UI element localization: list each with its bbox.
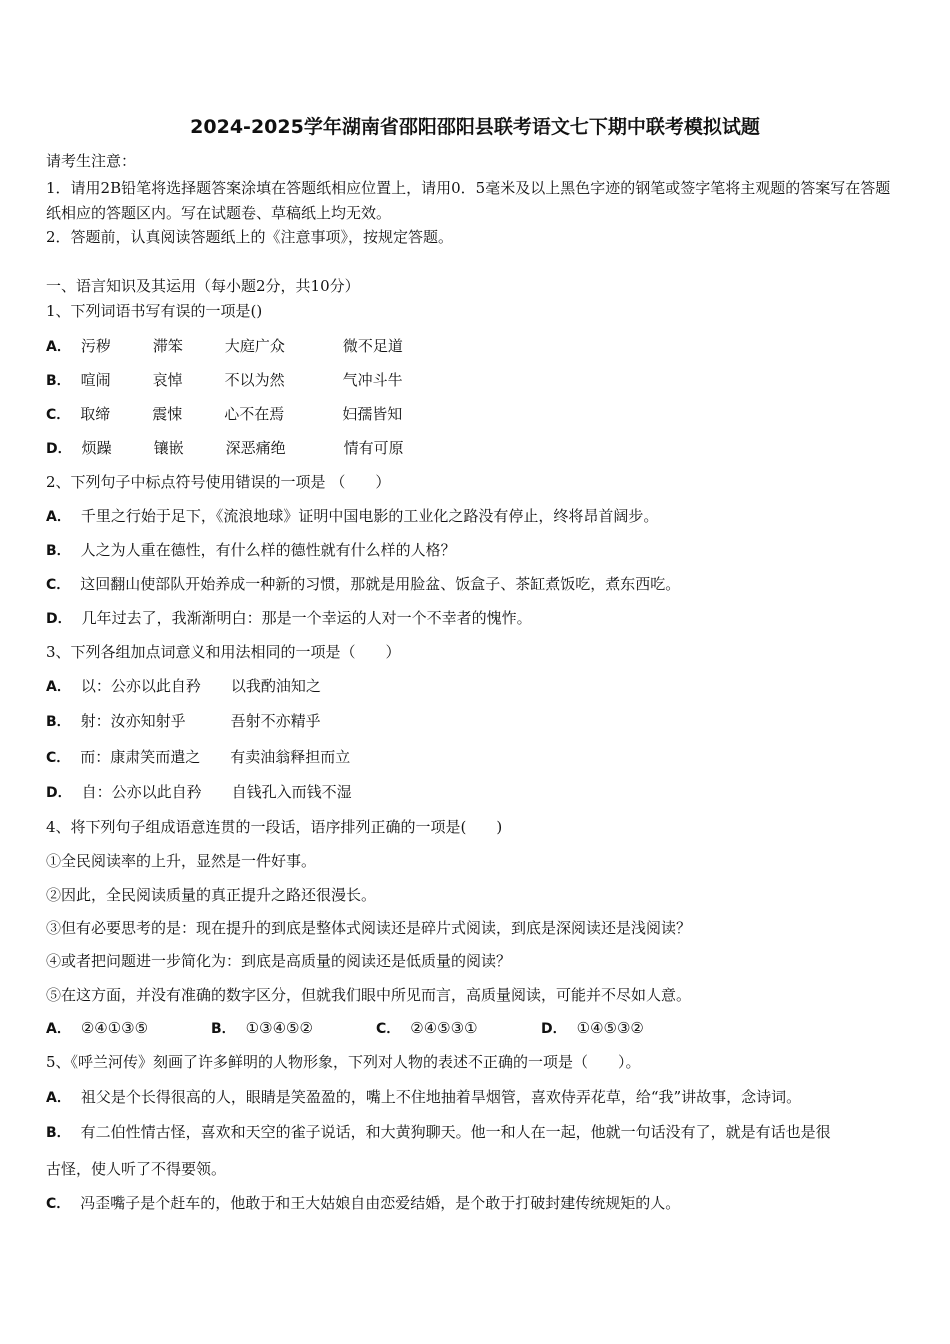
q4-sentence-3: ③但有必要思考的是：现在提升的到底是整体式阅读还是碎片式阅读，到底是深阅读还是浅阅读？ [46, 919, 692, 937]
option-label: A． [46, 339, 71, 355]
word: 取缔 [80, 405, 111, 423]
option-label: A． [46, 1021, 71, 1037]
option-label: A． [46, 1090, 71, 1106]
option-label: B． [46, 543, 71, 559]
q5-option-b-continued: 古怪，使人听了不得要领。 [46, 1160, 227, 1178]
word: 哀悼 [152, 371, 183, 389]
q3-option-c[interactable] [46, 747, 350, 768]
option-label: B． [46, 714, 71, 730]
q5-option-a[interactable] [46, 1087, 801, 1108]
option-text: 冯歪嘴子是个赶车的，他敢于和王大姑娘自由恋爱结婚，是个敢于打破封建传统规矩的人。 [80, 1194, 681, 1212]
question-3-stem: 3、下列各组加点词意义和用法相同的一项是（ ） [46, 643, 401, 661]
option-text: ②④⑤③① [410, 1019, 478, 1037]
notice-heading: 请考生注意： [46, 152, 137, 170]
word: 妇孺皆知 [342, 405, 403, 423]
option-text: ①④⑤③② [576, 1019, 644, 1037]
word: 不以为然 [224, 371, 285, 389]
q2-option-a[interactable] [46, 506, 658, 527]
q4-sentence-1: ①全民阅读率的上升，显然是一件好事。 [46, 852, 317, 870]
word: 污秽 [80, 337, 111, 355]
section-heading: 一、语言知识及其运用（每小题2分，共10分） [46, 277, 360, 295]
question-1-stem: 1、下列词语书写有误的一项是() [46, 302, 263, 320]
q2-option-c[interactable] [46, 574, 680, 595]
option-label: C． [376, 1021, 401, 1037]
word: 微不足道 [342, 337, 403, 355]
option-part-1: 而：康肃笑而遣之 [80, 748, 201, 766]
option-label: C． [46, 577, 71, 593]
option-text: 人之为人重在德性，有什么样的德性就有什么样的人格？ [80, 541, 456, 559]
question-2-stem: 2、下列句子中标点符号使用错误的一项是 （ ） [46, 473, 391, 491]
q3-option-a[interactable] [46, 676, 321, 697]
question-4-stem: 4、将下列句子组成语意连贯的一段话，语序排列正确的一项是( ) [46, 818, 503, 836]
option-part-2: 吾射不亦精乎 [230, 712, 321, 730]
word: 气冲斗牛 [342, 371, 403, 389]
q3-option-b[interactable] [46, 711, 321, 732]
option-label: D． [46, 611, 72, 627]
option-label: D． [46, 441, 72, 457]
q4-option-c[interactable] [376, 1018, 541, 1039]
option-label: A． [46, 679, 71, 695]
page-title: 2024-2025学年湖南省邵阳邵阳县联考语文七下期中联考模拟试题 [190, 116, 760, 138]
q3-option-d[interactable] [46, 782, 352, 803]
q4-option-d[interactable] [541, 1018, 706, 1039]
option-label: A． [46, 509, 71, 525]
q5-option-b[interactable] [46, 1122, 831, 1143]
option-part-1: 射：汝亦知射乎 [80, 712, 186, 730]
option-label: C． [46, 1196, 71, 1212]
word: 大庭广众 [224, 337, 285, 355]
q4-option-a[interactable] [46, 1018, 211, 1039]
option-part-2: 有卖油翁释担而立 [230, 748, 351, 766]
word: 深恶痛绝 [225, 439, 286, 457]
word: 情有可原 [343, 439, 404, 457]
option-text: 祖父是个长得很高的人，眼睛是笑盈盈的，嘴上不住地抽着旱烟管，喜欢侍弄花草，给“我”讲故事，念诗词。 [80, 1088, 802, 1106]
q2-option-b[interactable] [46, 540, 456, 561]
option-part-1: 以：公亦以此自矜 [80, 677, 201, 695]
option-text: ①③④⑤② [245, 1019, 313, 1037]
option-label: C． [46, 407, 71, 423]
q1-option-a[interactable] [46, 336, 403, 357]
q1-option-d[interactable] [46, 438, 404, 459]
option-label: D． [46, 785, 72, 801]
option-text: 几年过去了，我渐渐明白：那是一个幸运的人对一个不幸者的愧怍。 [81, 609, 532, 627]
notice-item-1: 1．请用2B铅笔将选择题答案涂填在答题纸相应位置上，请用0．5毫米及以上黑色字迹的钢笔或签字笔将主观题的答案写在答题纸相应的答题区内。写在试题卷、草稿纸上均无效。 [46, 179, 891, 222]
option-label: B． [211, 1021, 236, 1037]
option-part-2: 以我酌油知之 [230, 677, 321, 695]
q5-option-c[interactable] [46, 1193, 680, 1214]
option-text: 有二伯性情古怪，喜欢和天空的雀子说话，和大黄狗聊天。他一和人在一起，他就一句话没有了，就是有话也是很 [80, 1123, 831, 1141]
q4-sentence-2: ②因此，全民阅读质量的真正提升之路还很漫长。 [46, 886, 377, 904]
question-5-stem: 5、《呼兰河传》刻画了许多鲜明的人物形象，下列对人物的表述不正确的一项是（ ）。 [46, 1053, 641, 1071]
option-text: ②④①③⑤ [80, 1019, 149, 1037]
option-label: B． [46, 373, 71, 389]
word: 镶嵌 [153, 439, 184, 457]
q4-options-row [46, 1018, 706, 1039]
q4-sentence-4: ④或者把问题进一步简化为：到底是高质量的阅读还是低质量的阅读？ [46, 952, 512, 970]
q4-sentence-5: ⑤在这方面，并没有准确的数字区分，但就我们眼中所见而言，高质量阅读，可能并不尽如人意。 [46, 986, 692, 1004]
option-text: 千里之行始于足下，《流浪地球》证明中国电影的工业化之路没有停止，终将昂首阔步。 [80, 507, 659, 525]
word: 震悚 [152, 405, 183, 423]
option-part-1: 自：公亦以此自矜 [81, 783, 202, 801]
word: 心不在焉 [224, 405, 285, 423]
option-part-2: 自钱孔入而钱不湿 [231, 783, 352, 801]
notice-item-2: 2．答题前，认真阅读答题纸上的《注意事项》，按规定答题。 [46, 228, 454, 246]
q1-option-c[interactable] [46, 404, 402, 425]
option-label: D． [541, 1021, 567, 1037]
word: 滞笨 [152, 337, 183, 355]
option-label: B． [46, 1125, 71, 1141]
q4-option-b[interactable] [211, 1018, 376, 1039]
q1-option-b[interactable] [46, 370, 403, 391]
q2-option-d[interactable] [46, 608, 532, 629]
word: 喧闹 [80, 371, 111, 389]
word: 烦躁 [81, 439, 112, 457]
option-text: 这回翻山使部队开始养成一种新的习惯，那就是用脸盆、饭盒子、茶缸煮饭吃，煮东西吃。 [80, 575, 681, 593]
option-label: C． [46, 750, 71, 766]
